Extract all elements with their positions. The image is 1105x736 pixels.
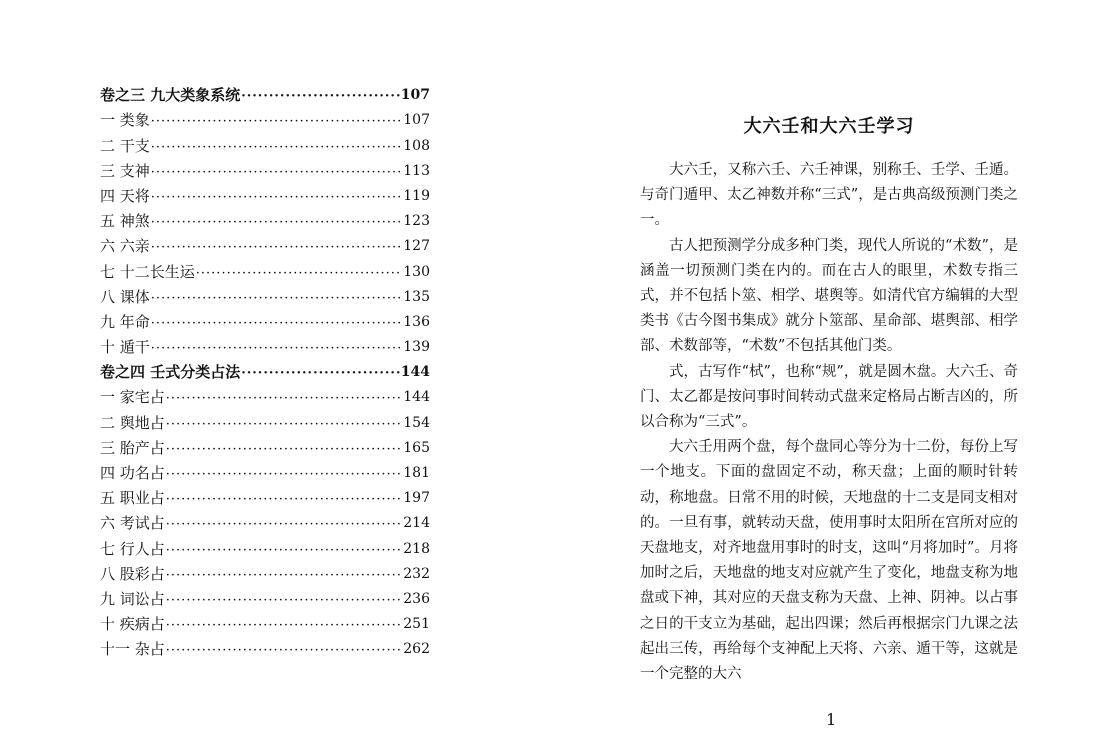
article-paragraph-4: 大六壬用两个盘，每个盘同心等分为十二份，每份上写一个地支。下面的盘固定不动，称天盘；上面的顺时针转动，称地盘。日常不用的时候，天地盘的十二支是同支相对的。一旦有事，就转动天盘，使用事时太阳所在宫所对应的天盘地支，对齐地盘用事时的时支，这叫“月将加时”。月将加时之后，天地盘的地支对应就产生了变化，地盘支称为地盘或下神，其对应的天盘支称为天盘、上神、阴神。以占事之日的干支立为基础，起出四课；然后再根据宗门九课之法起出三传，再给每个支神配上天将、六亲、遁干等，这就是一个完整的大六: [640, 439, 1018, 683]
toc-row: [100, 335, 430, 360]
toc-label: 卷之三 九大类象系统: [100, 86, 241, 105]
toc-page-number: 139: [403, 339, 430, 356]
toc-row: [100, 209, 430, 234]
toc-row: [100, 587, 430, 612]
article-paragraph-3: 式，古写作“栻”，也称“规”，就是圆木盘。大六壬、奇门、太乙都是按问事时间转动式盘来定格局占断吉凶的，所以合称为“三式”。: [640, 363, 1018, 431]
toc-label: 六 考试占: [100, 514, 165, 533]
toc-page-number: 251: [403, 616, 430, 633]
toc-leader-dots: [166, 388, 402, 410]
toc-leader-dots: [151, 187, 402, 209]
toc-row: [100, 612, 430, 637]
toc-label: 六 六亲: [100, 237, 150, 256]
toc-leader-dots: [166, 489, 402, 511]
toc-label: 十 疾病占: [100, 615, 165, 634]
toc-leader-dots: [241, 86, 400, 108]
toc-leader-dots: [166, 565, 402, 587]
toc-page-number: 144: [400, 364, 430, 381]
toc-label: 九 年命: [100, 312, 150, 331]
toc-page-number: 113: [403, 162, 430, 179]
toc-leader-dots: [151, 212, 402, 234]
toc-label: 七 行人占: [100, 539, 165, 558]
toc-leader-dots: [196, 263, 402, 285]
toc-row: [100, 159, 430, 184]
article: [640, 110, 1018, 687]
toc-row: [100, 536, 430, 561]
toc-leader-dots: [166, 615, 402, 637]
toc-label: 十一 杂占: [100, 640, 165, 659]
toc-label: 八 课体: [100, 287, 150, 306]
toc-row: [100, 285, 430, 310]
toc-row: [100, 234, 430, 259]
toc-row: [100, 133, 430, 158]
toc-page-number: 107: [403, 112, 430, 129]
toc-leader-dots: [166, 540, 402, 562]
toc-leader-dots: [166, 590, 402, 612]
article-title: 大六壬和大六壬学习: [743, 116, 915, 137]
toc-row: [100, 410, 430, 435]
toc-page-number: 123: [403, 213, 430, 230]
toc-chapter-row: [100, 83, 430, 108]
toc-page-number: 165: [403, 439, 430, 456]
toc-label: 十 遁干: [100, 338, 150, 357]
toc-page-number: 154: [403, 414, 430, 431]
toc-page-number: 119: [403, 187, 430, 204]
toc-leader-dots: [166, 414, 402, 436]
toc-page-number: 197: [403, 490, 430, 507]
toc-page-number: 108: [403, 137, 430, 154]
page-number: 1: [826, 710, 837, 729]
toc-label: 三 支神: [100, 161, 150, 180]
toc-page-number: 236: [403, 590, 430, 607]
toc-leader-dots: [166, 514, 402, 536]
toc-row: [100, 184, 430, 209]
toc-page-number: 232: [403, 565, 430, 582]
toc-page-number: 127: [403, 238, 430, 255]
toc-row: [100, 108, 430, 133]
toc-page-number: 144: [403, 389, 430, 406]
toc-page-number: 130: [403, 263, 430, 280]
toc-leader-dots: [151, 137, 402, 159]
article-paragraph-1: 大六壬，又称六壬、六壬神课，别称壬、壬学、壬遁。与奇门遁甲、太乙神数并称“三式”，是古典高级预测门类之一。: [640, 162, 1018, 229]
toc-row: [100, 385, 430, 410]
toc-page-number: 135: [403, 288, 430, 305]
toc-row: [100, 461, 430, 486]
toc-row: [100, 486, 430, 511]
toc-row: [100, 436, 430, 461]
article-paragraph-2: 古人把预测学分成多种门类，现代人所说的“术数”，是涵盖一切预测门类在内的。而在古人的眼里，术数专指三式，并不包括卜筮、相学、堪舆等。如清代官方编辑的大型类书《古今图书集成》就分卜筮部、星命部、堪舆部、相学部、术数部等，“术数”不包括其他门类。: [640, 237, 1018, 355]
toc-row: [100, 259, 430, 284]
toc-leader-dots: [166, 640, 402, 662]
toc-label: 二 舆地占: [100, 413, 165, 432]
toc-label: 四 天将: [100, 186, 150, 205]
toc-leader-dots: [151, 338, 402, 360]
toc-chapter-row: [100, 360, 430, 385]
toc-label: 一 类象: [100, 111, 150, 130]
toc-page-number: 107: [400, 87, 430, 104]
toc-label: 三 胎产占: [100, 438, 165, 457]
toc-leader-dots: [241, 363, 400, 385]
toc-label: 五 职业占: [100, 489, 165, 508]
toc-page-number: 214: [403, 515, 430, 532]
toc-leader-dots: [166, 464, 402, 486]
toc-leader-dots: [151, 288, 402, 310]
toc-label: 一 家宅占: [100, 388, 165, 407]
toc-leader-dots: [166, 439, 402, 461]
toc-label: 五 神煞: [100, 212, 150, 231]
toc-leader-dots: [151, 111, 402, 133]
toc-label: 四 功名占: [100, 464, 165, 482]
toc-label: 九 词讼占: [100, 589, 165, 608]
table-of-contents: [100, 83, 430, 662]
toc-label: 二 干支: [100, 136, 150, 155]
toc-leader-dots: [151, 237, 402, 259]
toc-leader-dots: [151, 313, 402, 335]
toc-label: 卷之四 壬式分类占法: [100, 363, 241, 382]
toc-row: [100, 637, 430, 662]
toc-label: 八 股彩占: [100, 564, 165, 583]
toc-row: [100, 511, 430, 536]
toc-page-number: 218: [403, 540, 430, 557]
toc-page-number: 262: [403, 641, 430, 658]
toc-leader-dots: [151, 162, 402, 184]
toc-page-number: 136: [403, 313, 430, 330]
toc-page-number: 181: [403, 465, 430, 481]
toc-row: [100, 310, 430, 335]
toc-row: [100, 562, 430, 587]
toc-label: 七 十二长生运: [100, 262, 195, 281]
